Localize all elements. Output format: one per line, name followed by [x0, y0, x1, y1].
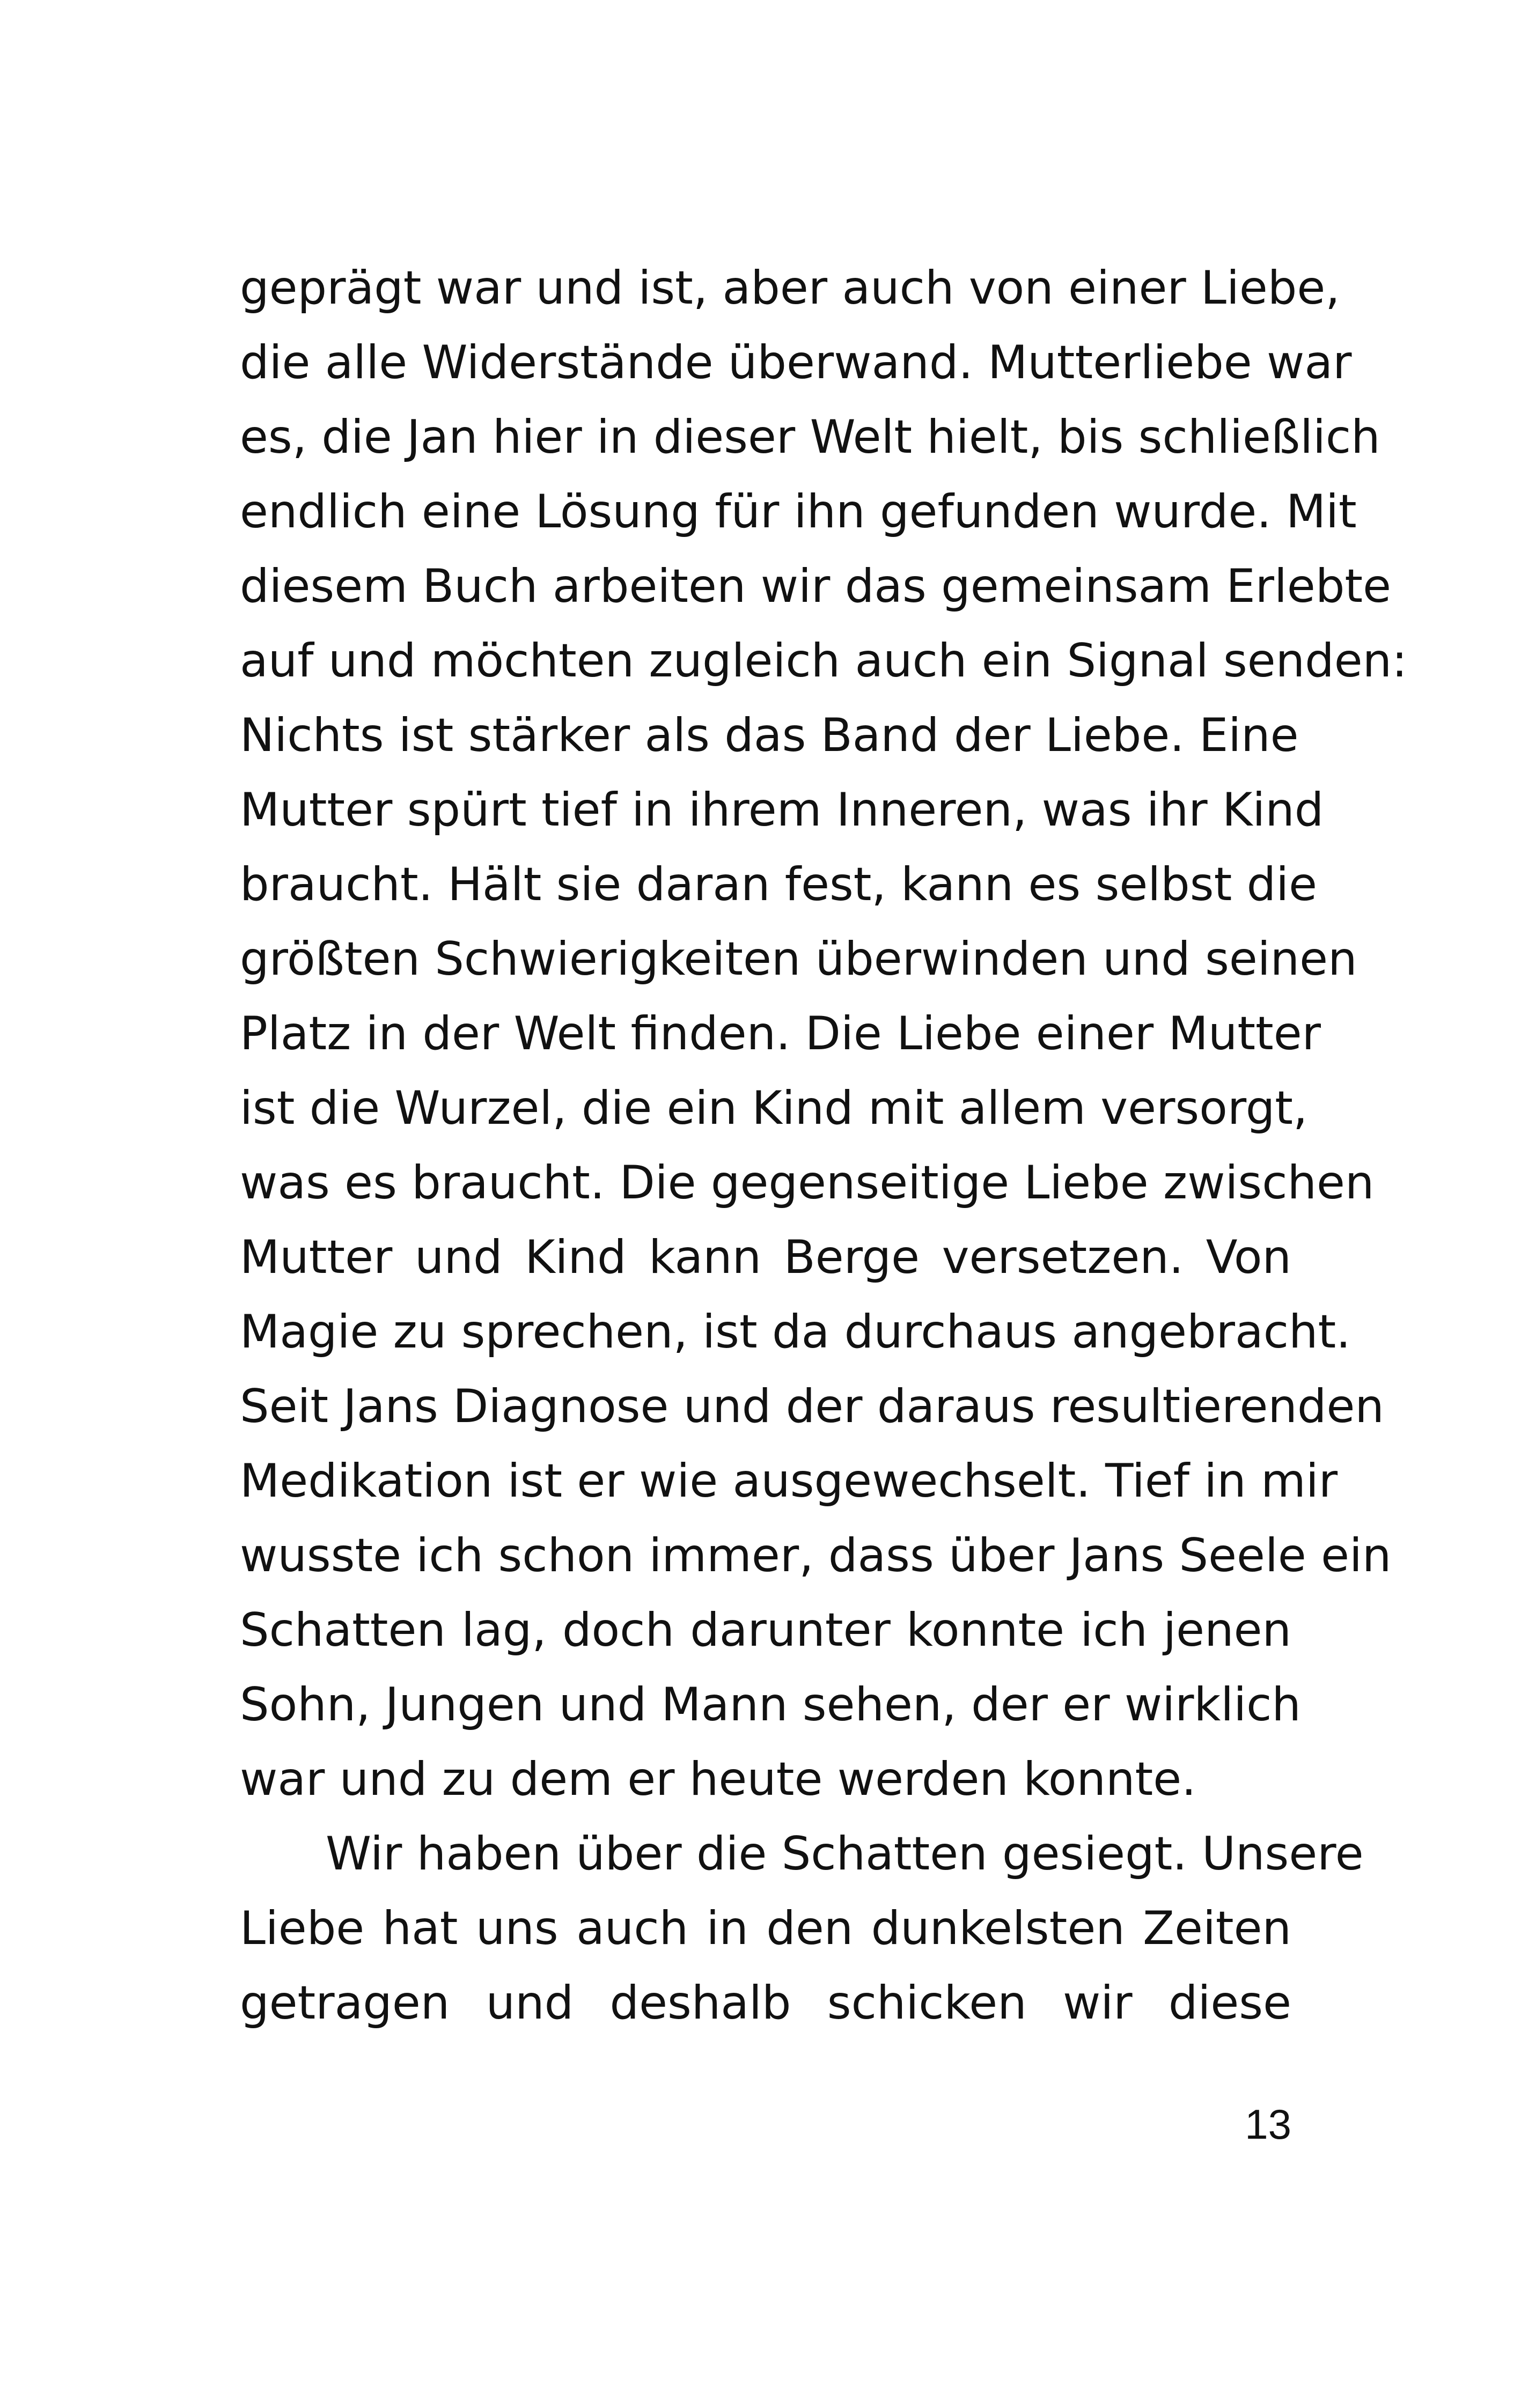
- text-line: größten Schwierigkeiten überwinden und seinen: [240, 932, 1357, 986]
- text-line: wusste ich schon immer, dass über Jans Seele ein: [240, 1529, 1392, 1582]
- text-line: ist die Wurzel, die ein Kind mit allem versorgt,: [240, 1081, 1308, 1135]
- text-line: Mutter spürt tief in ihrem Inneren, was ihr Kind: [240, 783, 1324, 837]
- text-line: Medikation ist er wie ausgewechselt. Tief in mir: [240, 1454, 1338, 1508]
- text-line: was es braucht. Die gegenseitige Liebe zwischen: [240, 1156, 1375, 1210]
- text-line: geprägt war und ist, aber auch von einer Liebe,: [240, 261, 1340, 315]
- body-text: [240, 251, 1408, 2041]
- text-line: endlich eine Lösung für ihn gefunden wurde. Mit: [240, 485, 1357, 539]
- text-line: Sohn, Jungen und Mann sehen, der er wirklich: [240, 1678, 1301, 1732]
- text-line: Schatten lag, doch darunter konnte ich jenen: [240, 1603, 1291, 1657]
- page-number: 13: [1245, 2101, 1291, 2148]
- text-line: getragen und deshalb schicken wir diese: [240, 1976, 1291, 2030]
- text-line: Nichts ist stärker als das Band der Liebe. Eine: [240, 709, 1299, 762]
- paragraph-start-line: Wir haben über die Schatten gesiegt. Unsere: [326, 1827, 1364, 1881]
- text-line: braucht. Hält sie daran fest, kann es selbst die: [240, 858, 1318, 911]
- text-line: es, die Jan hier in dieser Welt hielt, bis schließlich: [240, 410, 1380, 464]
- paragraph-end-line: war und zu dem er heute werden konnte.: [240, 1752, 1196, 1806]
- text-line: die alle Widerstände überwand. Mutterliebe war: [240, 336, 1352, 389]
- text-line: Platz in der Welt finden. Die Liebe einer Mutter: [240, 1007, 1321, 1061]
- text-line: Magie zu sprechen, ist da durchaus angebracht.: [240, 1305, 1351, 1359]
- text-line: auf und möchten zugleich auch ein Signal senden:: [240, 634, 1408, 688]
- text-line: Mutter und Kind kann Berge versetzen. Von: [240, 1231, 1291, 1284]
- text-line: Liebe hat uns auch in den dunkelsten Zeiten: [240, 1902, 1291, 1955]
- text-line: Seit Jans Diagnose und der daraus resultierenden: [240, 1380, 1384, 1433]
- text-line: diesem Buch arbeiten wir das gemeinsam Erlebte: [240, 559, 1392, 613]
